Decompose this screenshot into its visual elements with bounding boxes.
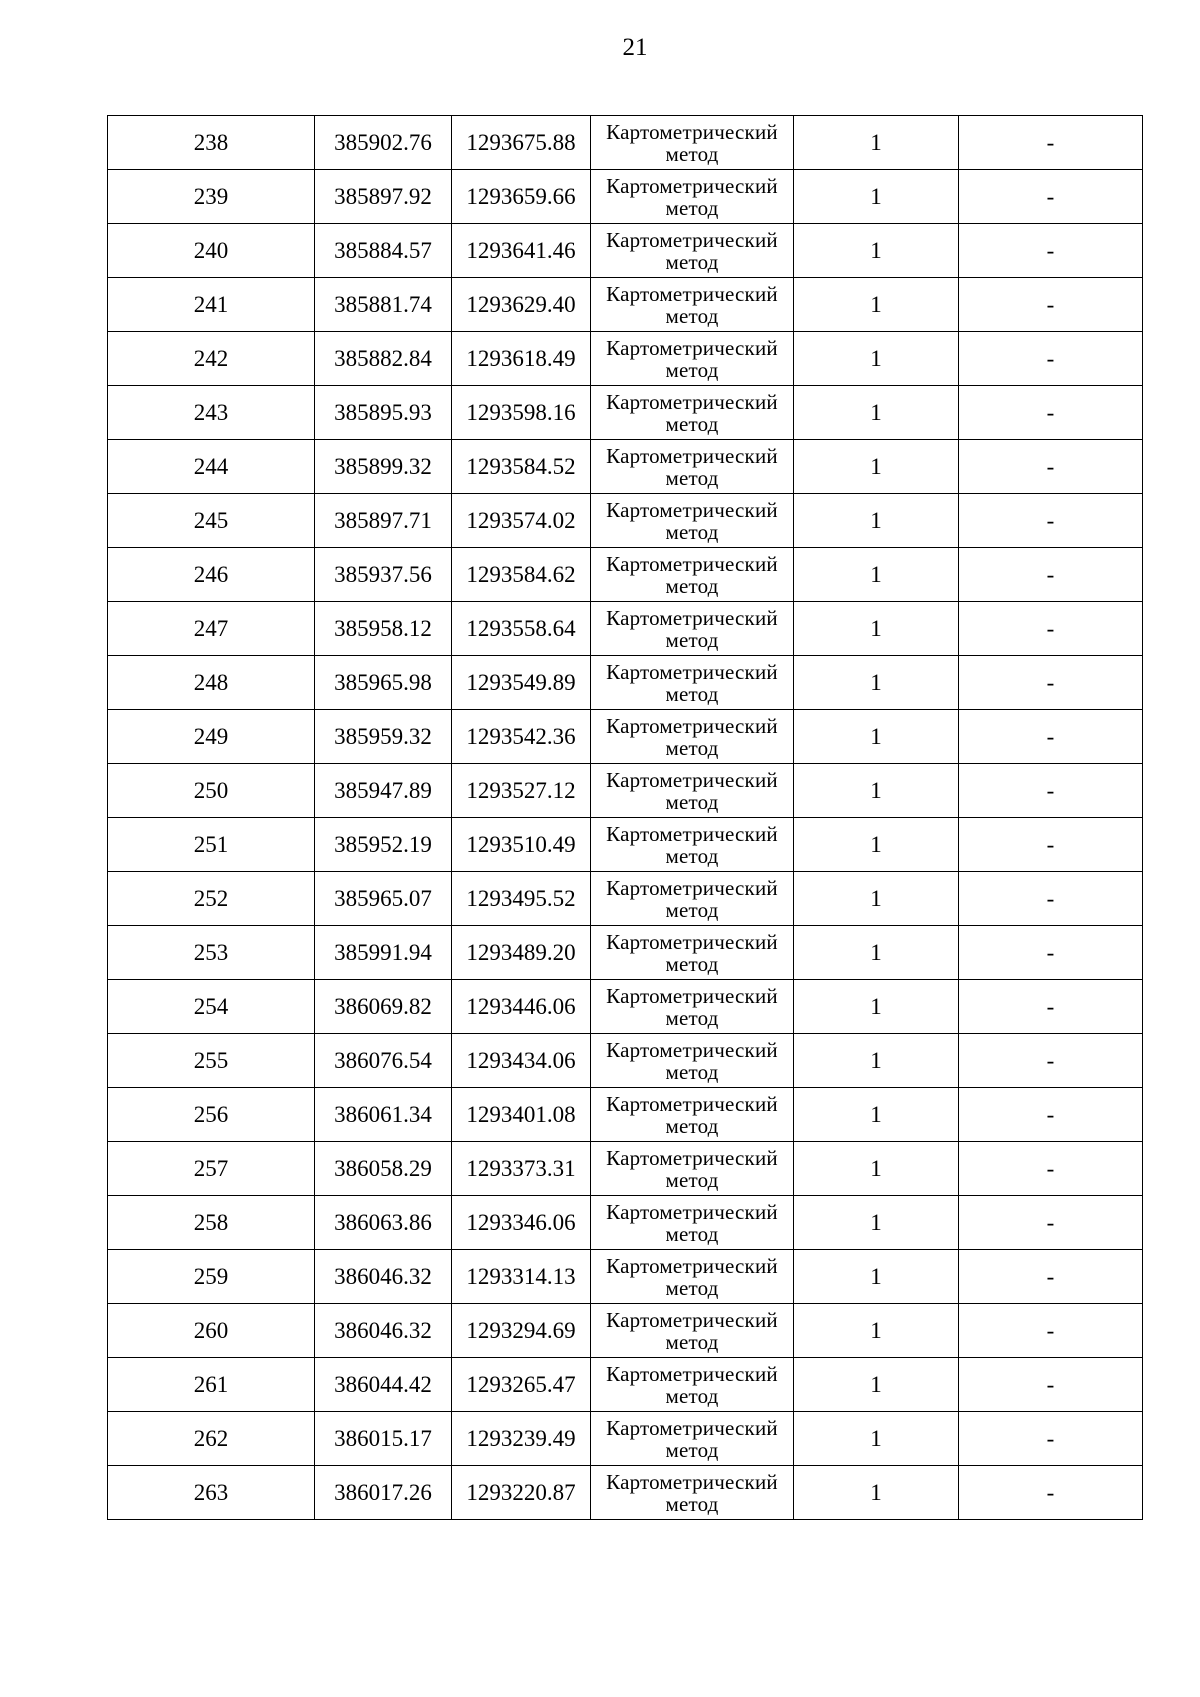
- x-coordinate-cell: 385902.76: [315, 116, 452, 170]
- table-row: [108, 386, 1143, 440]
- y-coordinate-cell: 1293675.88: [452, 116, 591, 170]
- method-line-1: Картометрический: [606, 983, 778, 1008]
- y-coordinate-cell: 1293558.64: [452, 602, 591, 656]
- x-coordinate-cell: 386061.34: [315, 1088, 452, 1142]
- method-line-2: метод: [665, 465, 719, 490]
- y-coordinate-cell: 1293373.31: [452, 1142, 591, 1196]
- table-row: [108, 278, 1143, 332]
- x-coordinate-cell: 385947.89: [315, 764, 452, 818]
- point-number-cell: 243: [108, 386, 315, 440]
- x-coordinate-cell: 386046.32: [315, 1250, 452, 1304]
- y-coordinate-cell: 1293495.52: [452, 872, 591, 926]
- point-number-cell: 261: [108, 1358, 315, 1412]
- point-number-cell: 247: [108, 602, 315, 656]
- method-cell: [591, 548, 794, 602]
- note-cell: -: [959, 926, 1143, 980]
- y-coordinate-cell: 1293220.87: [452, 1466, 591, 1520]
- method-cell: [591, 278, 794, 332]
- method-line-2: метод: [665, 1059, 719, 1084]
- note-cell: -: [959, 548, 1143, 602]
- y-coordinate-cell: 1293574.02: [452, 494, 591, 548]
- method-line-1: Картометрический: [606, 821, 778, 846]
- table-row: [108, 764, 1143, 818]
- note-cell: -: [959, 332, 1143, 386]
- method-cell: [591, 440, 794, 494]
- method-line-2: метод: [665, 1167, 719, 1192]
- table-row: [108, 1250, 1143, 1304]
- method-line-2: метод: [665, 303, 719, 328]
- x-coordinate-cell: 385884.57: [315, 224, 452, 278]
- note-cell: -: [959, 1196, 1143, 1250]
- method-line-1: Картометрический: [606, 1307, 778, 1332]
- note-cell: -: [959, 278, 1143, 332]
- x-coordinate-cell: 385965.98: [315, 656, 452, 710]
- table-row: [108, 170, 1143, 224]
- note-cell: -: [959, 1304, 1143, 1358]
- method-line-2: метод: [665, 1383, 719, 1408]
- accuracy-cell: 1: [794, 332, 959, 386]
- table-row: [108, 440, 1143, 494]
- x-coordinate-cell: 385937.56: [315, 548, 452, 602]
- y-coordinate-cell: 1293618.49: [452, 332, 591, 386]
- method-line-1: Картометрический: [606, 1091, 778, 1116]
- x-coordinate-cell: 385897.71: [315, 494, 452, 548]
- accuracy-cell: 1: [794, 1412, 959, 1466]
- y-coordinate-cell: 1293401.08: [452, 1088, 591, 1142]
- method-cell: [591, 386, 794, 440]
- accuracy-cell: 1: [794, 1088, 959, 1142]
- point-number-cell: 251: [108, 818, 315, 872]
- accuracy-cell: 1: [794, 764, 959, 818]
- y-coordinate-cell: 1293489.20: [452, 926, 591, 980]
- method-line-1: Картометрический: [606, 281, 778, 306]
- accuracy-cell: 1: [794, 1196, 959, 1250]
- note-cell: -: [959, 710, 1143, 764]
- table-row: [108, 332, 1143, 386]
- table-row: [108, 116, 1143, 170]
- accuracy-cell: 1: [794, 710, 959, 764]
- y-coordinate-cell: 1293346.06: [452, 1196, 591, 1250]
- method-cell: [591, 494, 794, 548]
- method-line-2: метод: [665, 1005, 719, 1030]
- method-cell: [591, 602, 794, 656]
- accuracy-cell: 1: [794, 116, 959, 170]
- y-coordinate-cell: 1293294.69: [452, 1304, 591, 1358]
- note-cell: -: [959, 818, 1143, 872]
- method-line-1: Картометрический: [606, 173, 778, 198]
- method-cell: [591, 656, 794, 710]
- table-row: [108, 926, 1143, 980]
- y-coordinate-cell: 1293598.16: [452, 386, 591, 440]
- y-coordinate-cell: 1293584.52: [452, 440, 591, 494]
- method-line-2: метод: [665, 735, 719, 760]
- method-cell: [591, 872, 794, 926]
- accuracy-cell: 1: [794, 1034, 959, 1088]
- point-number-cell: 250: [108, 764, 315, 818]
- accuracy-cell: 1: [794, 926, 959, 980]
- point-number-cell: 241: [108, 278, 315, 332]
- note-cell: -: [959, 116, 1143, 170]
- accuracy-cell: 1: [794, 656, 959, 710]
- method-line-2: метод: [665, 249, 719, 274]
- method-line-2: метод: [665, 519, 719, 544]
- note-cell: -: [959, 1250, 1143, 1304]
- point-number-cell: 262: [108, 1412, 315, 1466]
- method-line-1: Картометрический: [606, 497, 778, 522]
- method-line-2: метод: [665, 897, 719, 922]
- accuracy-cell: 1: [794, 1358, 959, 1412]
- method-line-1: Картометрический: [606, 929, 778, 954]
- method-line-2: метод: [665, 951, 719, 976]
- y-coordinate-cell: 1293510.49: [452, 818, 591, 872]
- x-coordinate-cell: 386015.17: [315, 1412, 452, 1466]
- table-row: [108, 602, 1143, 656]
- method-line-1: Картометрический: [606, 1145, 778, 1170]
- x-coordinate-cell: 386063.86: [315, 1196, 452, 1250]
- point-number-cell: 249: [108, 710, 315, 764]
- method-line-1: Картометрический: [606, 551, 778, 576]
- note-cell: -: [959, 440, 1143, 494]
- point-number-cell: 245: [108, 494, 315, 548]
- method-line-2: метод: [665, 1221, 719, 1246]
- method-line-2: метод: [665, 627, 719, 652]
- point-number-cell: 242: [108, 332, 315, 386]
- x-coordinate-cell: 385899.32: [315, 440, 452, 494]
- note-cell: -: [959, 386, 1143, 440]
- x-coordinate-cell: 386058.29: [315, 1142, 452, 1196]
- note-cell: -: [959, 872, 1143, 926]
- table-row: [108, 710, 1143, 764]
- table-row: [108, 548, 1143, 602]
- method-cell: [591, 1466, 794, 1520]
- x-coordinate-cell: 385897.92: [315, 170, 452, 224]
- note-cell: -: [959, 1142, 1143, 1196]
- point-number-cell: 257: [108, 1142, 315, 1196]
- point-number-cell: 240: [108, 224, 315, 278]
- x-coordinate-cell: 386046.32: [315, 1304, 452, 1358]
- page-number: 21: [622, 34, 648, 61]
- note-cell: -: [959, 1466, 1143, 1520]
- method-line-1: Картометрический: [606, 1037, 778, 1062]
- point-number-cell: 260: [108, 1304, 315, 1358]
- method-cell: [591, 332, 794, 386]
- method-line-1: Картометрический: [606, 767, 778, 792]
- method-line-1: Картометрический: [606, 1361, 778, 1386]
- method-line-1: Картометрический: [606, 713, 778, 738]
- coordinates-table: [107, 115, 1143, 1520]
- y-coordinate-cell: 1293584.62: [452, 548, 591, 602]
- x-coordinate-cell: 386044.42: [315, 1358, 452, 1412]
- method-cell: [591, 764, 794, 818]
- x-coordinate-cell: 385882.84: [315, 332, 452, 386]
- accuracy-cell: 1: [794, 278, 959, 332]
- note-cell: -: [959, 764, 1143, 818]
- coordinates-table-body: [108, 116, 1143, 1520]
- method-line-1: Картометрический: [606, 875, 778, 900]
- accuracy-cell: 1: [794, 1250, 959, 1304]
- accuracy-cell: 1: [794, 494, 959, 548]
- table-row: [108, 1466, 1143, 1520]
- table-row: [108, 1358, 1143, 1412]
- method-line-2: метод: [665, 681, 719, 706]
- table-row: [108, 1034, 1143, 1088]
- method-line-2: метод: [665, 1491, 719, 1516]
- method-line-2: метод: [665, 1329, 719, 1354]
- y-coordinate-cell: 1293549.89: [452, 656, 591, 710]
- method-line-1: Картометрический: [606, 1253, 778, 1278]
- note-cell: -: [959, 494, 1143, 548]
- point-number-cell: 252: [108, 872, 315, 926]
- y-coordinate-cell: 1293446.06: [452, 980, 591, 1034]
- accuracy-cell: 1: [794, 548, 959, 602]
- table-row: [108, 1196, 1143, 1250]
- method-line-1: Картометрический: [606, 119, 778, 144]
- method-line-1: Картометрический: [606, 335, 778, 360]
- method-line-1: Картометрический: [606, 227, 778, 252]
- table-row: [108, 494, 1143, 548]
- x-coordinate-cell: 385965.07: [315, 872, 452, 926]
- method-cell: [591, 116, 794, 170]
- method-line-2: метод: [665, 1113, 719, 1138]
- accuracy-cell: 1: [794, 980, 959, 1034]
- method-cell: [591, 1412, 794, 1466]
- table-row: [108, 872, 1143, 926]
- method-cell: [591, 710, 794, 764]
- method-line-1: Картометрический: [606, 1415, 778, 1440]
- y-coordinate-cell: 1293434.06: [452, 1034, 591, 1088]
- y-coordinate-cell: 1293659.66: [452, 170, 591, 224]
- y-coordinate-cell: 1293641.46: [452, 224, 591, 278]
- method-cell: [591, 1034, 794, 1088]
- x-coordinate-cell: 386076.54: [315, 1034, 452, 1088]
- note-cell: -: [959, 224, 1143, 278]
- method-line-1: Картометрический: [606, 659, 778, 684]
- method-line-2: метод: [665, 411, 719, 436]
- method-cell: [591, 980, 794, 1034]
- x-coordinate-cell: 386017.26: [315, 1466, 452, 1520]
- method-line-2: метод: [665, 573, 719, 598]
- point-number-cell: 246: [108, 548, 315, 602]
- note-cell: -: [959, 1034, 1143, 1088]
- method-line-2: метод: [665, 843, 719, 868]
- note-cell: -: [959, 1088, 1143, 1142]
- table-row: [108, 656, 1143, 710]
- method-line-2: метод: [665, 789, 719, 814]
- method-cell: [591, 1088, 794, 1142]
- x-coordinate-cell: 385959.32: [315, 710, 452, 764]
- method-line-1: Картометрический: [606, 605, 778, 630]
- x-coordinate-cell: 385952.19: [315, 818, 452, 872]
- x-coordinate-cell: 385881.74: [315, 278, 452, 332]
- method-cell: [591, 926, 794, 980]
- y-coordinate-cell: 1293265.47: [452, 1358, 591, 1412]
- point-number-cell: 258: [108, 1196, 315, 1250]
- point-number-cell: 256: [108, 1088, 315, 1142]
- y-coordinate-cell: 1293629.40: [452, 278, 591, 332]
- table-row: [108, 1304, 1143, 1358]
- table-row: [108, 1088, 1143, 1142]
- point-number-cell: 248: [108, 656, 315, 710]
- method-cell: [591, 1250, 794, 1304]
- accuracy-cell: 1: [794, 440, 959, 494]
- method-line-2: метод: [665, 141, 719, 166]
- accuracy-cell: 1: [794, 224, 959, 278]
- note-cell: -: [959, 602, 1143, 656]
- x-coordinate-cell: 385958.12: [315, 602, 452, 656]
- x-coordinate-cell: 385895.93: [315, 386, 452, 440]
- x-coordinate-cell: 386069.82: [315, 980, 452, 1034]
- note-cell: -: [959, 170, 1143, 224]
- point-number-cell: 244: [108, 440, 315, 494]
- note-cell: -: [959, 1358, 1143, 1412]
- table-row: [108, 1412, 1143, 1466]
- point-number-cell: 238: [108, 116, 315, 170]
- accuracy-cell: 1: [794, 872, 959, 926]
- method-cell: [591, 1142, 794, 1196]
- method-line-1: Картометрический: [606, 1199, 778, 1224]
- method-cell: [591, 1358, 794, 1412]
- table-row: [108, 224, 1143, 278]
- method-cell: [591, 1304, 794, 1358]
- method-line-2: метод: [665, 195, 719, 220]
- method-line-2: метод: [665, 1275, 719, 1300]
- point-number-cell: 255: [108, 1034, 315, 1088]
- table-row: [108, 818, 1143, 872]
- y-coordinate-cell: 1293314.13: [452, 1250, 591, 1304]
- x-coordinate-cell: 385991.94: [315, 926, 452, 980]
- point-number-cell: 239: [108, 170, 315, 224]
- point-number-cell: 259: [108, 1250, 315, 1304]
- method-cell: [591, 818, 794, 872]
- method-cell: [591, 170, 794, 224]
- method-cell: [591, 224, 794, 278]
- table-row: [108, 980, 1143, 1034]
- note-cell: -: [959, 656, 1143, 710]
- point-number-cell: 253: [108, 926, 315, 980]
- method-cell: [591, 1196, 794, 1250]
- method-line-2: метод: [665, 357, 719, 382]
- accuracy-cell: 1: [794, 1142, 959, 1196]
- table-row: [108, 1142, 1143, 1196]
- method-line-1: Картометрический: [606, 443, 778, 468]
- y-coordinate-cell: 1293239.49: [452, 1412, 591, 1466]
- y-coordinate-cell: 1293542.36: [452, 710, 591, 764]
- method-line-1: Картометрический: [606, 389, 778, 414]
- method-line-2: метод: [665, 1437, 719, 1462]
- accuracy-cell: 1: [794, 386, 959, 440]
- accuracy-cell: 1: [794, 170, 959, 224]
- point-number-cell: 263: [108, 1466, 315, 1520]
- note-cell: -: [959, 1412, 1143, 1466]
- accuracy-cell: 1: [794, 818, 959, 872]
- accuracy-cell: 1: [794, 1304, 959, 1358]
- accuracy-cell: 1: [794, 602, 959, 656]
- point-number-cell: 254: [108, 980, 315, 1034]
- accuracy-cell: 1: [794, 1466, 959, 1520]
- note-cell: -: [959, 980, 1143, 1034]
- y-coordinate-cell: 1293527.12: [452, 764, 591, 818]
- method-line-1: Картометрический: [606, 1469, 778, 1494]
